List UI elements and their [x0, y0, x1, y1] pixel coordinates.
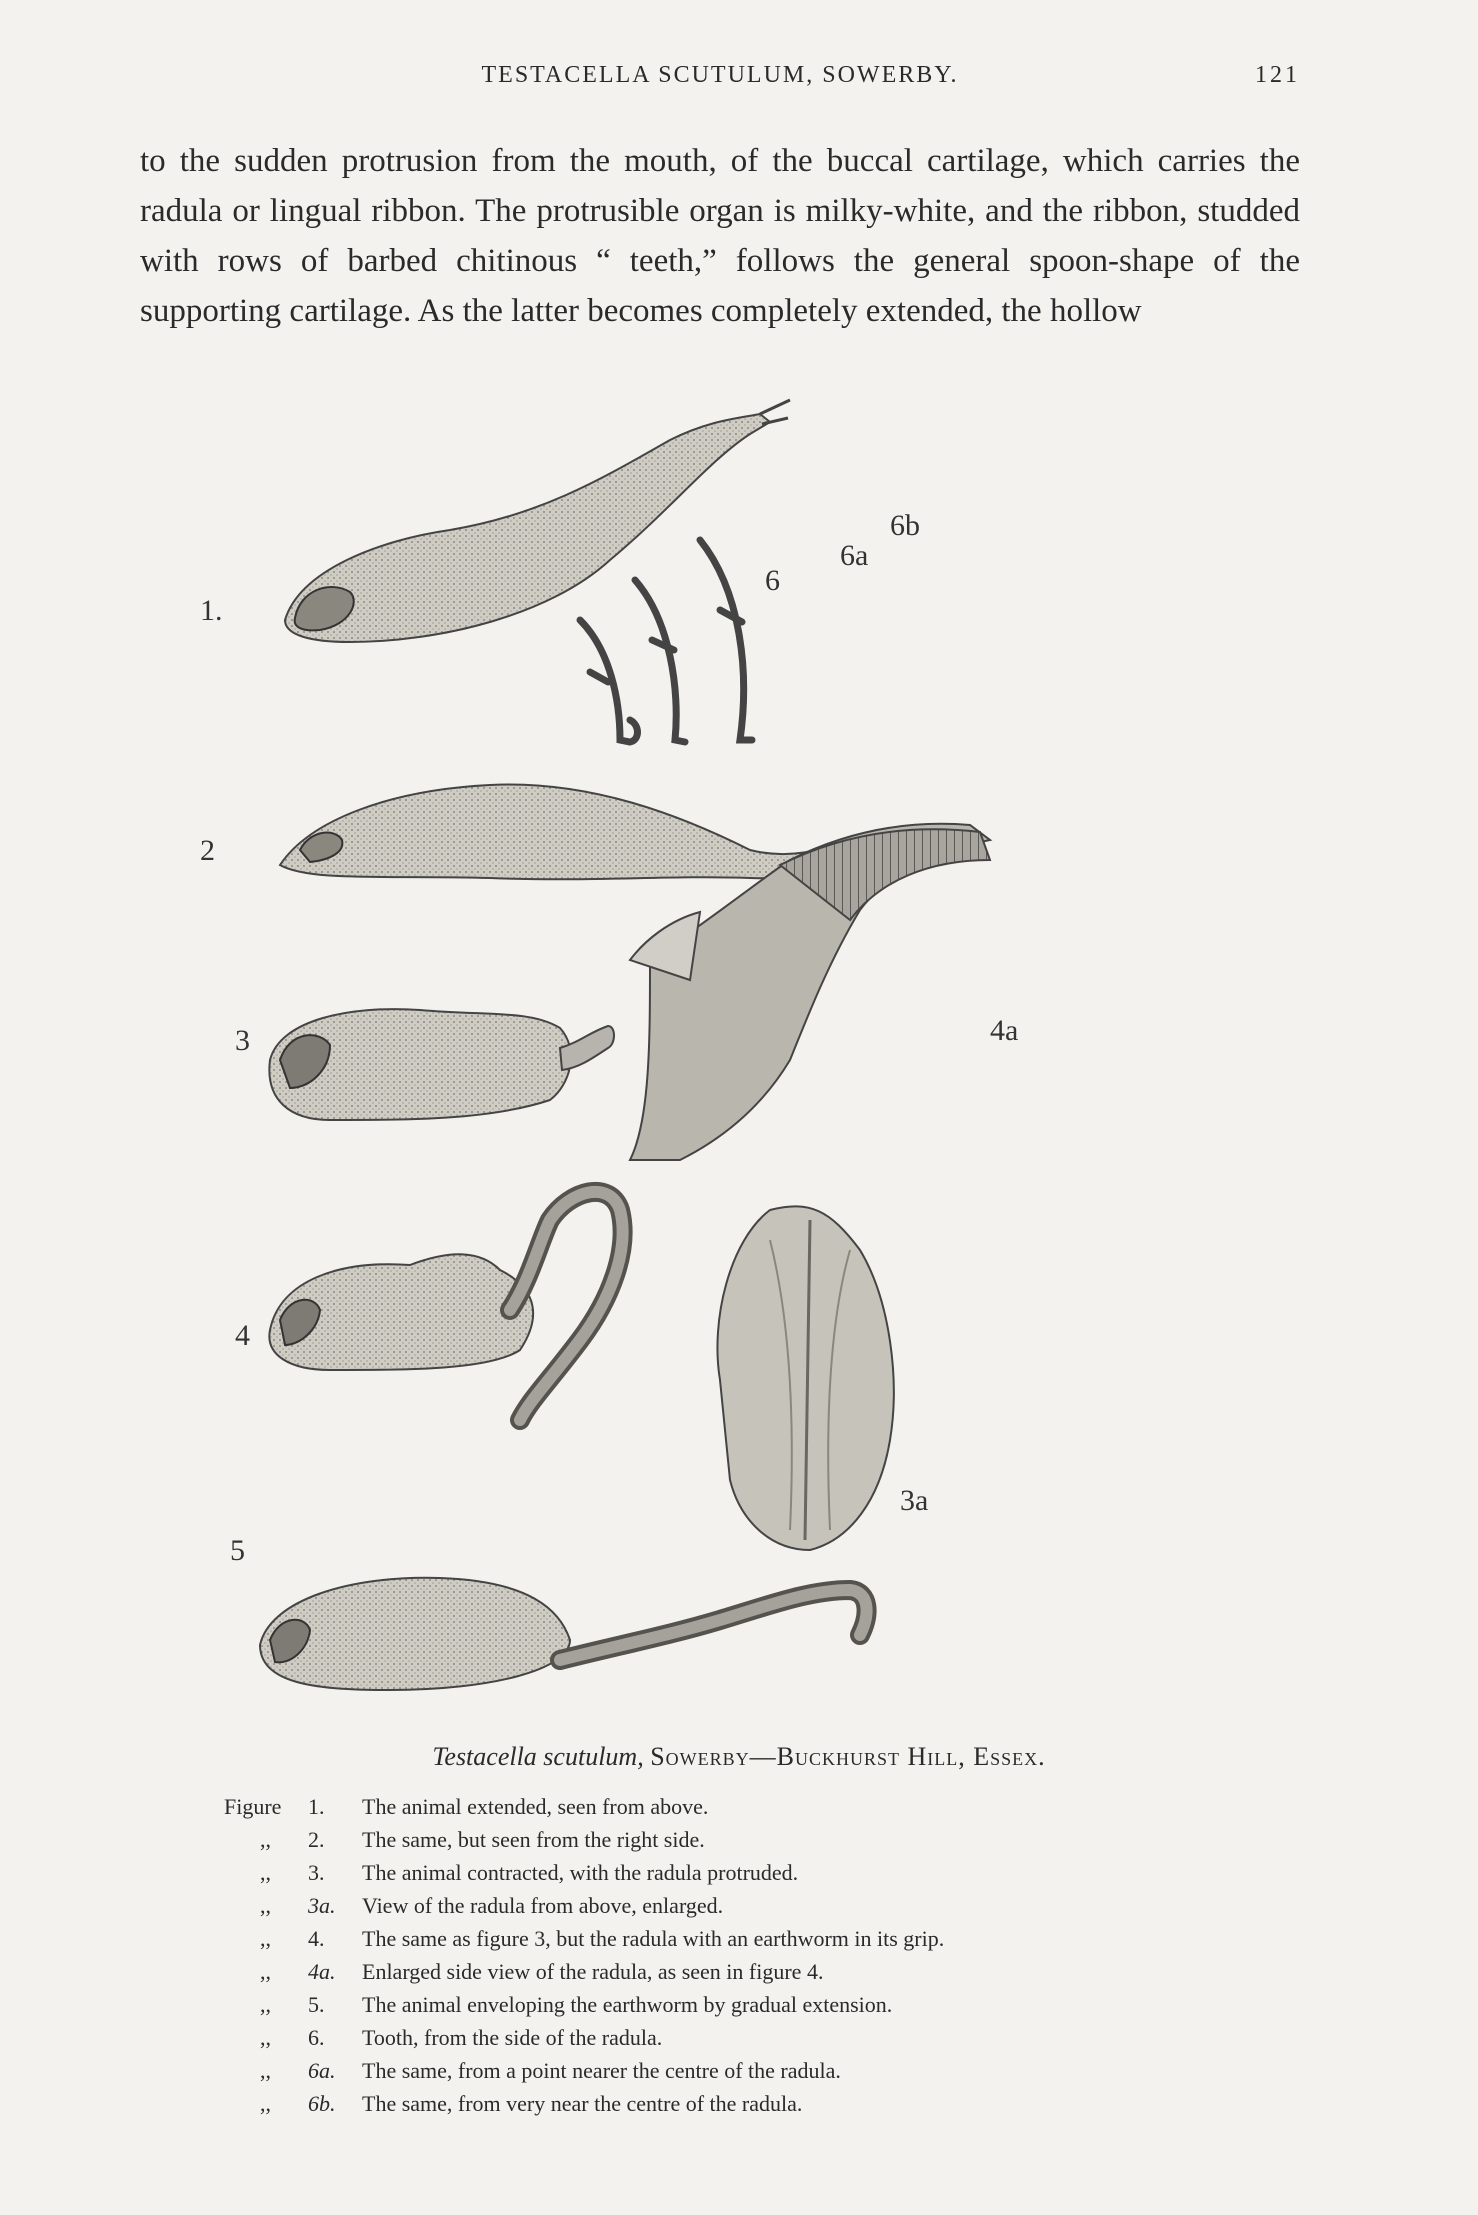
legend-row	[224, 1988, 1224, 2021]
page-number: 121	[1255, 62, 1300, 88]
figure-4-slug-earthworm	[269, 1192, 622, 1420]
legend-lead: ,,	[260, 1893, 271, 1918]
legend-text: The same, from a point nearer the centre of the radula.	[362, 2058, 841, 2083]
legend-number: 4.	[308, 1926, 325, 1951]
legend-number: 3a.	[308, 1893, 336, 1918]
figure-6-teeth	[580, 540, 752, 742]
legend-number: 6a.	[308, 2058, 336, 2083]
legend-number: 4a.	[308, 1959, 336, 1984]
legend-text: The animal enveloping the earthworm by gradual extension.	[362, 1992, 893, 2017]
legend-lead: ,,	[260, 1992, 271, 2017]
legend-text: Enlarged side view of the radula, as seen in figure 4.	[362, 1959, 824, 1984]
caption-species: Testacella scutulum,	[432, 1742, 644, 1771]
legend-text: Tooth, from the side of the radula.	[362, 2025, 663, 2050]
legend-row	[224, 1922, 1224, 1955]
legend-number: 5.	[308, 1992, 325, 2017]
illustration-plate	[200, 420, 1190, 1720]
legend-row	[224, 1856, 1224, 1889]
legend-text: The same as figure 3, but the radula with an earthworm in its grip.	[362, 1926, 945, 1951]
figure-2-slug-side	[280, 785, 860, 880]
label-fig-6a: 6a	[840, 539, 869, 572]
label-fig-5: 5	[230, 1534, 245, 1567]
legend-row	[224, 2021, 1224, 2054]
label-fig-6: 6	[765, 564, 780, 597]
caption-locality: Sowerby—Buckhurst Hill, Essex.	[650, 1742, 1046, 1771]
plate-svg	[200, 420, 1190, 1720]
figure-5-slug-enveloping	[260, 1578, 867, 1690]
legend-number: 6b.	[308, 2091, 336, 2116]
figure-1-slug-extended	[285, 400, 790, 642]
legend-text: The same, from very near the centre of the radula.	[362, 2091, 803, 2116]
figure-legend	[224, 1790, 1224, 2120]
legend-row	[224, 2054, 1224, 2087]
figure-3a-radula-above	[717, 1206, 893, 1550]
body-paragraph: to the sudden protrusion from the mouth, of the buccal cartilage, which carries the radula or lingual ribbon. The protrusible organ is milky-white, and the ribbon, studded with rows of barbed chitinous “ teeth,” follows the general spoon-shape of the supporting cartilage. As the latter becomes completely extended, the hollow	[140, 143, 1300, 329]
figure-3-slug-contracted	[269, 1009, 614, 1120]
legend-lead: ,,	[260, 1827, 271, 1852]
label-fig-3a: 3a	[900, 1484, 929, 1517]
legend-lead: ,,	[260, 2091, 271, 2116]
legend-number: 3.	[308, 1860, 325, 1885]
running-title: TESTACELLA SCUTULUM, SOWERBY.	[481, 62, 959, 88]
label-fig-2: 2	[200, 834, 215, 867]
plate-caption	[0, 1742, 1478, 1772]
legend-text: The animal extended, seen from above.	[362, 1794, 709, 1819]
legend-lead: ,,	[260, 2025, 271, 2050]
legend-text: The same, but seen from the right side.	[362, 1827, 705, 1852]
legend-row	[224, 1790, 1224, 1823]
legend-text: View of the radula from above, enlarged.	[362, 1893, 724, 1918]
label-fig-4: 4	[235, 1319, 250, 1352]
label-fig-4a: 4a	[990, 1014, 1019, 1047]
running-head	[140, 62, 1300, 102]
label-fig-6b: 6b	[890, 509, 920, 542]
legend-row	[224, 1823, 1224, 1856]
legend-lead: ,,	[260, 1959, 271, 1984]
legend-number: 1.	[308, 1794, 325, 1819]
legend-number: 6.	[308, 2025, 325, 2050]
legend-number: 2.	[308, 1827, 325, 1852]
legend-row	[224, 1955, 1224, 1988]
legend-lead: ,,	[260, 1926, 271, 1951]
label-fig-1: 1.	[200, 594, 223, 627]
label-fig-3: 3	[235, 1024, 250, 1057]
legend-lead: Figure	[224, 1794, 282, 1819]
legend-lead: ,,	[260, 2058, 271, 2083]
legend-text: The animal contracted, with the radula protruded.	[362, 1860, 799, 1885]
legend-lead: ,,	[260, 1860, 271, 1885]
legend-row	[224, 1889, 1224, 1922]
legend-row	[224, 2087, 1224, 2120]
